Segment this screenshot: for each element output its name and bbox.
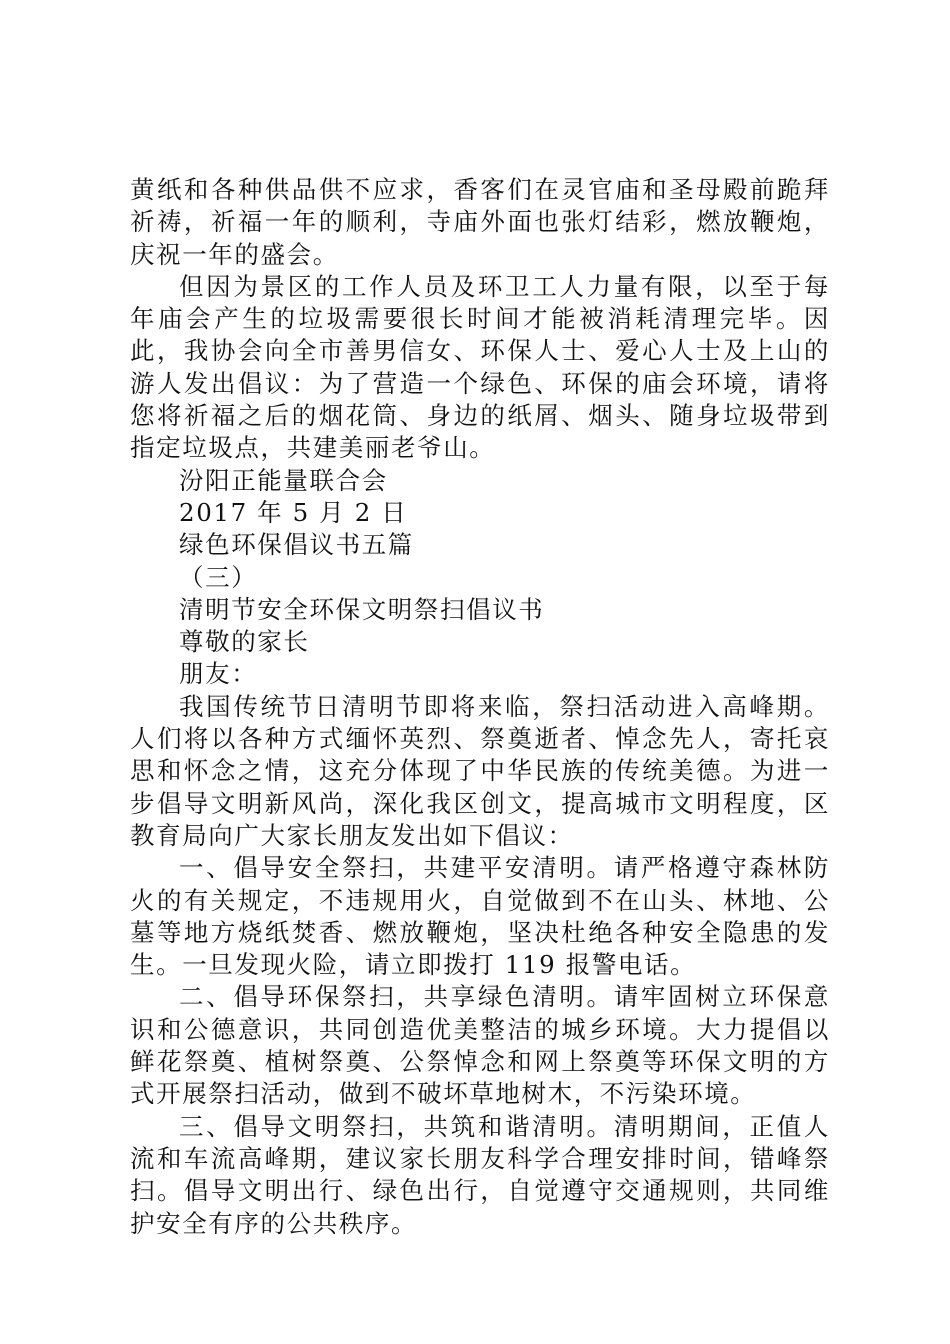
signature-organization: 汾阳正能量联合会	[179, 465, 388, 495]
document-body	[130, 174, 830, 1240]
paragraph-civilized-sweeping: 三、倡导文明祭扫，共筑和谐清明。清明期间，正值人流和车流高峰期，建议家长朋友科学合理安排时间，错峰祭扫。倡导文明出行、绿色出行，自觉遵守交通规则，共同维护安全有序的公共秩序。	[130, 1111, 830, 1238]
paragraph-safe-sweeping: 一、倡导安全祭扫，共建平安清明。请严格遵守森林防火的有关规定，不违规用火，自觉做到不在山头、林地、公墓等地方烧纸焚香、燃放鞭炮，坚决杜绝各种安全隐患的发生。一旦发现火险，请立即拨打 119 报警电话。	[130, 853, 830, 980]
signature-date: 2017 年 5 月 2 日	[179, 497, 408, 527]
paragraph-cleanup-appeal: 但因为景区的工作人员及环卫工人力量有限，以至于每年庙会产生的垃圾需要很长时间才能被消耗清理完毕。因此，我协会向全市善男信女、环保人士、爱心人士及上山的游人发出倡议：为了营造一个绿色、环保的庙会环境，请将您将祈福之后的烟花筒、身边的纸屑、烟头、随身垃圾带到指定垃圾点，共建美丽老爷山。	[130, 271, 830, 463]
section-number: （三）	[179, 562, 258, 592]
salutation: 尊敬的家长	[179, 627, 310, 657]
section-title: 绿色环保倡议书五篇	[179, 530, 414, 560]
paragraph-temple-fair-continued: 黄纸和各种供品供不应求，香客们在灵官庙和圣母殿前跪拜祈祷，祈福一年的顺利，寺庙外面也张灯结彩，燃放鞭炮，庆祝一年的盛会。	[130, 175, 830, 269]
proposal-title: 清明节安全环保文明祭扫倡议书	[179, 594, 545, 624]
paragraph-introduction: 我国传统节日清明节即将来临，祭扫活动进入高峰期。人们将以各种方式缅怀英烈、祭奠逝者、悼念先人，寄托哀思和怀念之情，这充分体现了中华民族的传统美德。为进一步倡导文明新风尚，深化我区创文，提高城市文明程度，区教育局向广大家长朋友发出如下倡议：	[130, 691, 830, 850]
salutation-continued: 朋友：	[179, 659, 258, 689]
paragraph-green-sweeping: 二、倡导环保祭扫，共享绿色清明。请牢固树立环保意识和公德意识，共同创造优美整洁的城乡环境。大力提倡以鲜花祭奠、植树祭奠、公祭悼念和网上祭奠等环保文明的方式开展祭扫活动，做到不破坏草地树木，不污染环境。	[130, 982, 830, 1109]
